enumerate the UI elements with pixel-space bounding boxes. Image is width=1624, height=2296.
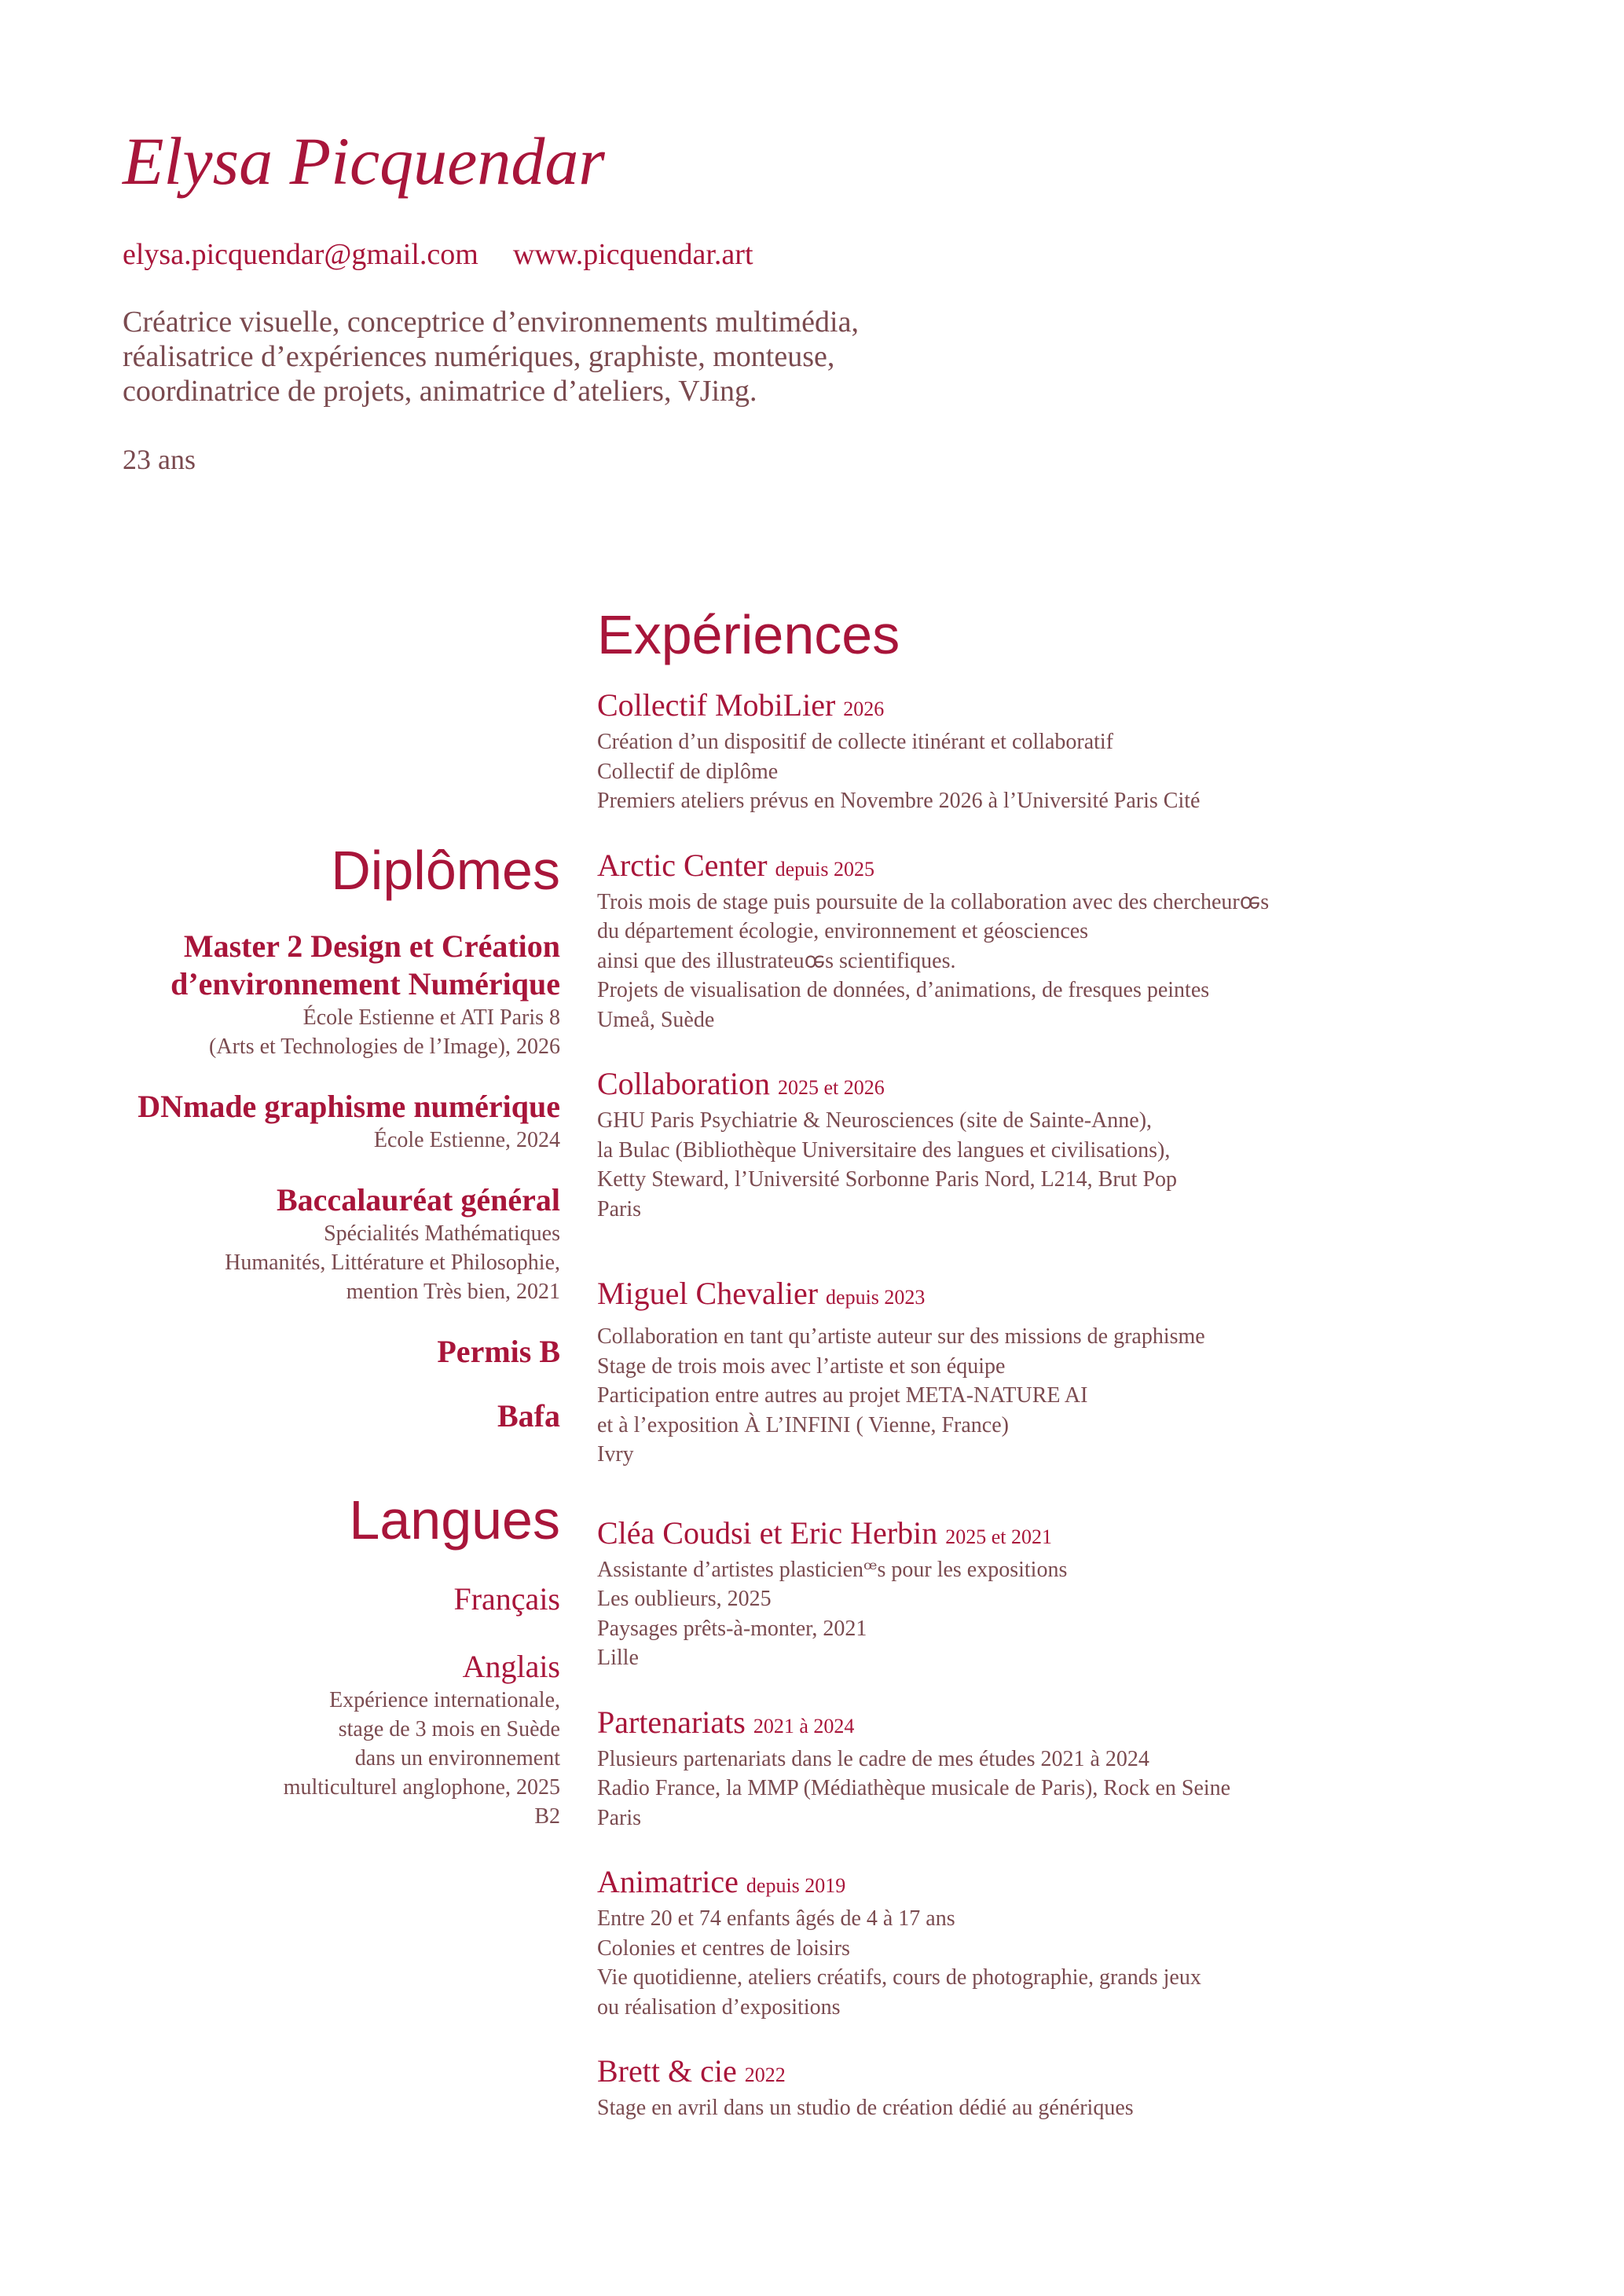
language-detail: B2 [534,1804,560,1829]
experience-line: Stage en avril dans un studio de création dédié au génériques [597,2096,1134,2120]
language-item [73,1580,560,1618]
experience-line: Assistante d’artistes plasticienꟹs pour les expositions [597,1557,1068,1582]
diplomes-title: Diplômes [331,840,560,901]
website-link[interactable]: www.picquendar.art [512,238,753,272]
experience-name: Arctic Center [597,847,768,883]
experience-line: Lille [597,1646,639,1670]
experience-name: Collectif MobiLier [597,687,836,723]
age: 23 ans [123,444,196,476]
experience-line: Collaboration en tant qu’artiste auteur sur des missions de graphisme [597,1324,1205,1349]
language-name: Français [453,1581,560,1617]
experience-year: depuis 2023 [826,1286,926,1309]
tagline-line: coordinatrice de projets, animatrice d’ateliers, VJing. [123,375,757,408]
diploma-title: Master 2 Design et Création [183,928,560,964]
diploma-item [73,1333,560,1371]
diploma-title: Bafa [497,1398,560,1434]
experience-year: 2025 et 2026 [777,1076,885,1099]
diploma-detail: mention Très bien, 2021 [346,1280,560,1304]
diploma-detail: Spécialités Mathématiques [324,1221,560,1246]
experience-line: Paris [597,1196,641,1221]
experience-year: depuis 2019 [746,1874,846,1897]
experience-line: Plusieurs partenariats dans le cadre de mes études 2021 à 2024 [597,1746,1149,1771]
experience-line: ainsi que des illustrateuꭀs scientifiques. [597,948,956,973]
experience-name: Miguel Chevalier [597,1276,819,1311]
diploma-item [73,1181,560,1306]
experience-line: Paysages prêts-à-monter, 2021 [597,1616,867,1641]
tagline-line: Créatrice visuelle, conceptrice d’environnements multimédia, [123,306,859,339]
diploma-item [73,1397,560,1435]
experience-line: Création d’un dispositif de collecte itinérant et collaboratif [597,730,1114,754]
language-detail: multiculturel anglophone, 2025 [283,1775,560,1800]
language-detail: stage de 3 mois en Suède [338,1717,560,1741]
experience-year: 2026 [843,698,885,720]
experience-name: Brett & cie [597,2053,737,2089]
language-detail: Expérience internationale, [329,1688,560,1712]
diploma-detail: École Estienne, 2024 [373,1128,560,1152]
experience-line: Stage de trois mois avec l’artiste et son équipe [597,1353,1006,1379]
language-name: Anglais [462,1649,560,1684]
experience-line: Premiers ateliers prévus en Novembre 2026 à l’Université Paris Cité [597,789,1201,813]
experience-item [597,2053,1540,2123]
diploma-title: Permis B [437,1334,560,1369]
language-item [73,1648,560,1831]
experience-item [597,1066,1540,1224]
experience-item [597,1276,1540,1470]
experience-name: Collaboration [597,1066,770,1101]
experience-year: depuis 2025 [775,857,874,881]
experience-line: Vie quotidienne, ateliers créatifs, cours de photographie, grands jeux [597,1965,1201,1990]
diploma-detail: École Estienne et ATI Paris 8 [302,1005,560,1030]
experience-item [597,1515,1540,1673]
experience-name: Animatrice [597,1864,739,1899]
experience-line: Collectif de diplôme [597,759,779,784]
experience-line: et à l’exposition À L’INFINI ( Vienne, France) [597,1412,1009,1437]
diploma-item [73,928,560,1061]
experience-line: Umeå, Suède [597,1007,715,1032]
experience-line: du département écologie, environnement et géosciences [597,919,1089,943]
contact-line [123,237,1144,272]
experience-line: Ivry [597,1442,634,1467]
experience-item [597,1705,1540,1833]
diploma-detail: (Arts et Technologies de l’Image), 2026 [209,1034,560,1059]
language-detail: dans un environnement [354,1746,560,1771]
email-link[interactable]: elysa.picquendar@gmail.com [123,238,478,272]
experience-item [597,1864,1540,2022]
diploma-item [73,1088,560,1155]
experience-name: Partenariats [597,1704,746,1740]
langues-title: Langues [349,1489,560,1551]
experience-year: 2025 et 2021 [945,1525,1052,1548]
experiences-title: Expériences [597,604,900,665]
experience-line: ou réalisation d’expositions [597,1994,841,2020]
diploma-title: Baccalauréat général [277,1182,560,1218]
experience-line: Ketty Steward, l’Université Sorbonne Paris Nord, L214, Brut Pop [597,1167,1178,1192]
diploma-title: d’environnement Numérique [170,966,560,1002]
tagline-line: réalisatrice d’expériences numériques, graphiste, monteuse, [123,340,835,374]
right-column [597,605,1540,2155]
experience-name: Cléa Coudsi et Eric Herbin [597,1514,938,1551]
experience-year: 2021 à 2024 [753,1714,855,1738]
cv-header [123,123,1144,476]
diploma-title: DNmade graphisme numérique [137,1089,560,1124]
experience-line: Les oublieurs, 2025 [597,1587,772,1611]
experience-item [597,687,1540,816]
experience-line: Radio France, la MMP (Médiathèque musicale de Paris), Rock en Seine [597,1776,1231,1800]
experience-line: GHU Paris Psychiatrie & Neurosciences (site de Sainte-Anne), [597,1108,1153,1133]
experience-line: la Bulac (Bibliothèque Universitaire des langues et civilisations), [597,1137,1171,1163]
experience-line: Paris [597,1805,641,1830]
person-name: Elysa Picquendar [123,123,605,199]
experience-year: 2022 [744,2063,786,2086]
experience-line: Projets de visualisation de données, d’animations, de fresques peintes [597,978,1210,1002]
experience-line: Participation entre autres au projet META-NATURE AI [597,1383,1088,1408]
experience-line: Trois mois de stage puis poursuite de la collaboration avec des chercheurꭀs [597,889,1270,914]
experience-line: Entre 20 et 74 enfants âgés de 4 à 17 ans [597,1906,955,1931]
experience-item [597,848,1540,1035]
left-column [73,840,560,1831]
experience-line: Colonies et centres de loisirs [597,1935,850,1961]
tagline [123,305,1144,408]
diploma-detail: Humanités, Littérature et Philosophie, [225,1251,560,1275]
